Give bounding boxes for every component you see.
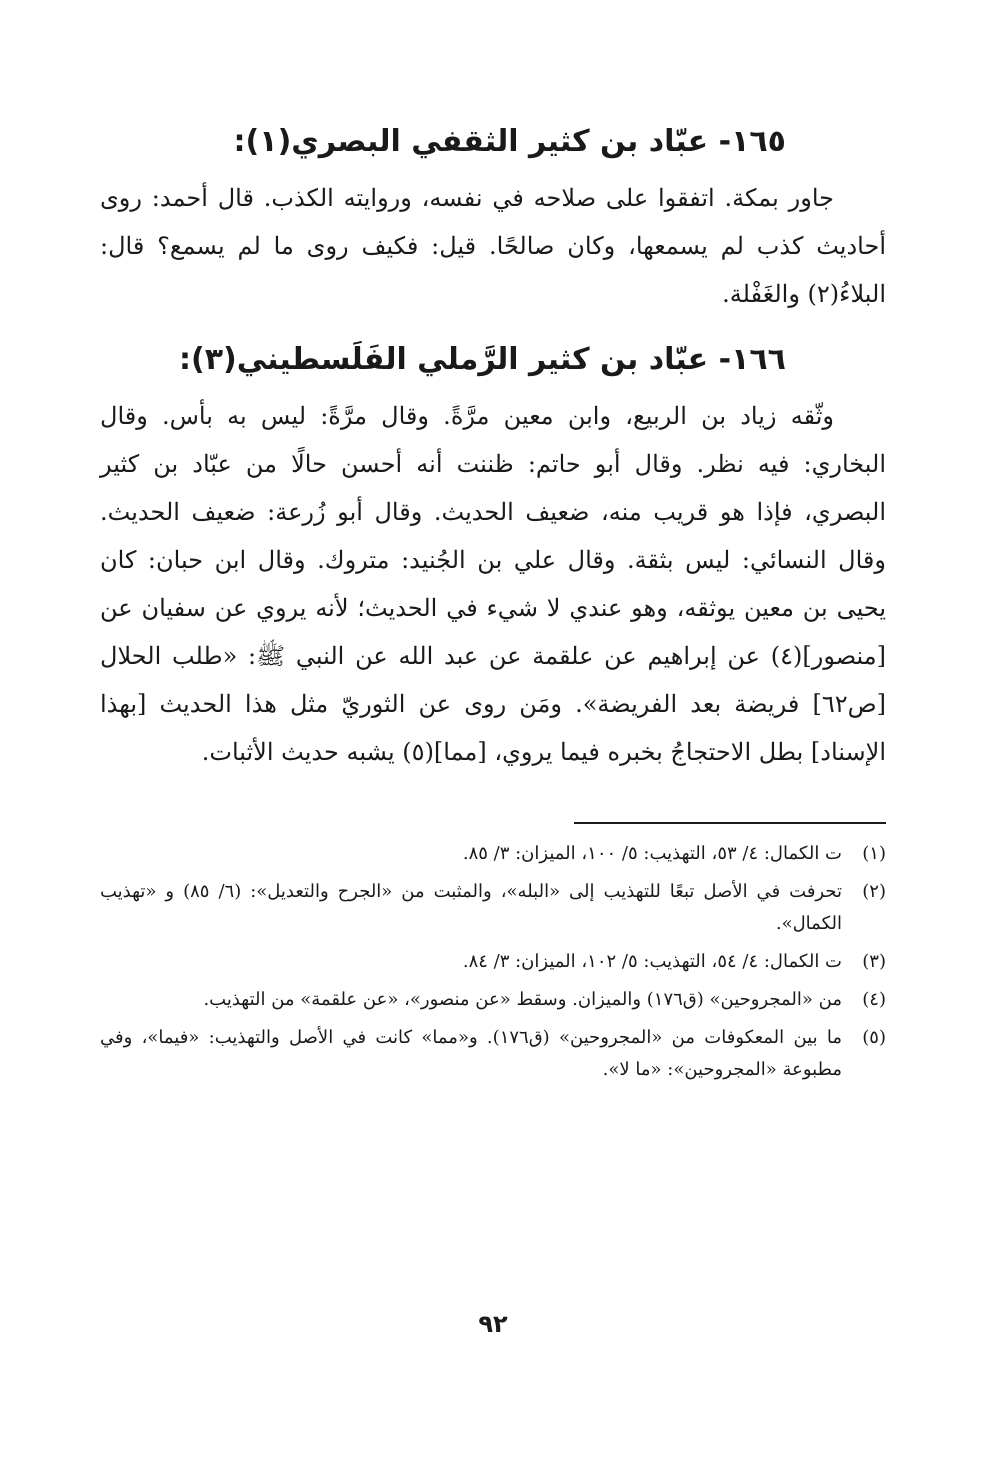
footnote xyxy=(100,984,886,1016)
entry-body-165: جاور بمكة. اتفقوا على صلاحه في نفسه، وروايته الكذب. قال أحمد: روى أحاديث كذب لم يسمعها، وكان صالحًا. قيل: فكيف روى ما لم يسمع؟ قال: البلاءُ(٢) والغَفْلة. xyxy=(100,184,886,308)
footnotes xyxy=(100,838,886,1086)
entry-body-166: وثّقه زياد بن الربيع، وابن معين مرَّةً. وقال مرَّةً: ليس به بأس. وقال البخاري: فيه نظر. وقال أبو حاتم: ظننت أنه أحسن حالًا من عبّاد بن كثير البصري، فإذا هو قريب منه، ضعيف الحديث. وقال أبو زُرعة: ضعيف الحديث. وقال النسائي: ليس بثقة. وقال علي بن الجُنيد: متروك. وقال ابن حبان: كان يحيى بن معين يوثقه، وهو عندي لا شيء في الحديث؛ لأنه يروي عن سفيان عن [منصور](٤) عن إبراهيم عن علقمة عن عبد الله عن النبي ﷺ: «طلب الحلال [ص٦٢] فريضة بعد الفريضة». ومَن روى عن الثوريّ مثل هذا الحديث [بهذا الإسناد] بطل الاحتجاجُ بخبره فيما يروي، [مما](٥) يشبه حديث الأثبات. xyxy=(100,402,886,766)
footnote-text: ت الكمال: ٤/ ٥٤، التهذيب: ٥/ ١٠٢، الميزان: ٣/ ٨٤. xyxy=(462,951,842,972)
footnote-text: ما بين المعكوفات من «المجروحين» (ق١٧٦). و«مما» كانت في الأصل والتهذيب: «فيما»، وفي مطبوعة «المجروحين»: «ما لا». xyxy=(100,1027,842,1080)
footnote xyxy=(100,838,886,870)
entry-heading-166: ١٦٦- عبّاد بن كثير الرَّملي الفَلَسطيني(٣): xyxy=(179,342,786,377)
footnote-number: (٤) xyxy=(862,989,886,1010)
footnote-number: (١) xyxy=(862,843,886,864)
footnote-text: تحرفت في الأصل تبعًا للتهذيب إلى «البله»، والمثبت من «الجرح والتعديل»: (٦/ ٨٥) و «تهذيب الكمال». xyxy=(100,881,842,934)
page-number: ٩٢ xyxy=(478,1310,508,1338)
footnote-text: من «المجروحين» (ق١٧٦) والميزان. وسقط «عن منصور»، «عن علقمة» من التهذيب. xyxy=(203,989,842,1010)
footnote-number: (٢) xyxy=(862,881,886,902)
entry-heading-165: ١٦٥- عبّاد بن كثير الثقفي البصري(١): xyxy=(233,124,786,159)
footnote-number: (٥) xyxy=(862,1027,886,1048)
footnote xyxy=(100,876,886,940)
footnote-separator xyxy=(574,822,886,824)
footnote-number: (٣) xyxy=(862,951,886,972)
book-page xyxy=(100,110,886,1360)
footnote xyxy=(100,1022,886,1086)
footnote xyxy=(100,946,886,978)
footnote-text: ت الكمال: ٤/ ٥٣، التهذيب: ٥/ ١٠٠، الميزان: ٣/ ٨٥. xyxy=(462,843,842,864)
